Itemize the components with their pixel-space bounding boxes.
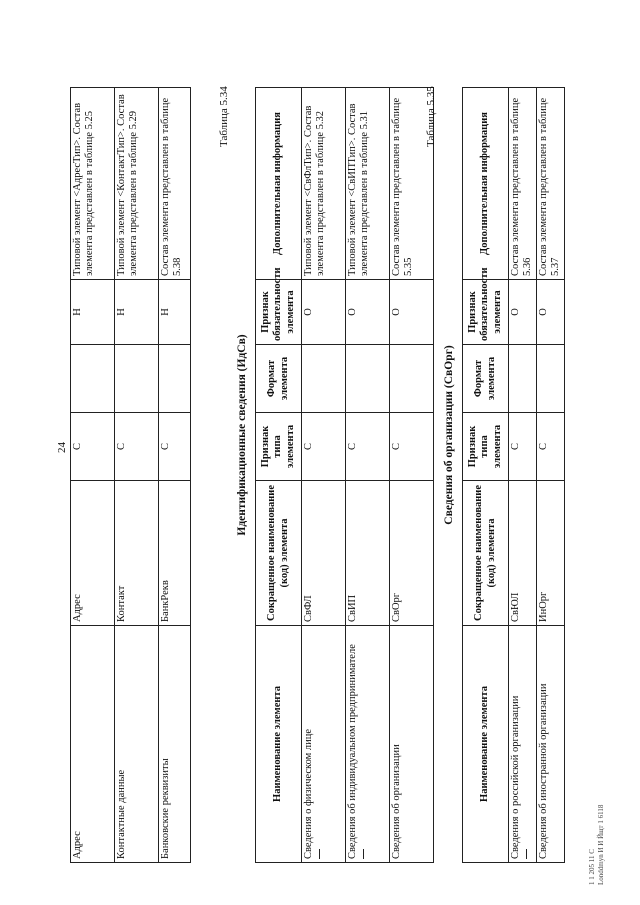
- footer-line: 1 1 205 11 С: [588, 849, 596, 885]
- header-cell: Сокращенное наименование (код) элемента: [463, 481, 509, 626]
- cell-code: СвИП: [346, 481, 390, 626]
- table-row: [71, 88, 115, 863]
- header-cell: Признак типа элемента: [463, 413, 509, 481]
- header-cell: Признак обязательности элемента: [463, 280, 509, 345]
- cell-type: С: [159, 413, 191, 481]
- table-row: [302, 88, 346, 863]
- header-cell: Наименование элемента: [256, 626, 302, 863]
- table-row: [509, 88, 537, 863]
- cell-type: С: [537, 413, 565, 481]
- cell-info: Типовой элемент <КонтактТип>. Состав элемента представлен в таблице 5.29: [115, 88, 159, 280]
- cell-format: [71, 345, 115, 413]
- cell-type: С: [302, 413, 346, 481]
- table-title: Сведения об организации (СвОрг): [443, 345, 455, 525]
- cell-name: Адрес: [71, 626, 115, 863]
- cell-code: СвОрг: [390, 481, 434, 626]
- footer-stamp: [588, 805, 606, 885]
- continuation-table: [70, 87, 191, 863]
- table-caption: Таблица 5.34: [218, 86, 230, 147]
- header-row: [463, 88, 509, 863]
- header-cell: Дополнительная информация: [256, 88, 302, 280]
- page-number: 24: [56, 442, 68, 453]
- cell-name: Сведения об иностранной организации: [537, 626, 565, 863]
- cell-info: Состав элемента представлен в таблице 5.37: [537, 88, 565, 280]
- table-5-35: [462, 87, 565, 863]
- table-5-34: [255, 87, 434, 863]
- cell-name: Сведения об индивидуальном предпринимателе: [346, 626, 390, 863]
- header-cell: Признак обязательности элемента: [256, 280, 302, 345]
- table-row: [537, 88, 565, 863]
- cell-req: О: [509, 280, 537, 345]
- cell-info: Состав элемента представлен в таблице 5.36: [509, 88, 537, 280]
- table-row: [115, 88, 159, 863]
- cell-format: [537, 345, 565, 413]
- cell-info: Состав элемента представлен в таблице 5.35: [390, 88, 434, 280]
- cell-type: С: [346, 413, 390, 481]
- cell-info: Состав элемента представлен в таблице 5.38: [159, 88, 191, 280]
- footer-line: Londdmyn И И Йщт 1 6118: [597, 804, 606, 885]
- header-cell: Сокращенное наименование (код) элемента: [256, 481, 302, 626]
- table-row: [390, 88, 434, 863]
- cell-code: СвЮЛ: [509, 481, 537, 626]
- cell-info: Типовой элемент <СвИПТип>. Состав элемента представлен в таблице 5.31: [346, 88, 390, 280]
- cell-type: С: [390, 413, 434, 481]
- header-cell: Формат элемента: [463, 345, 509, 413]
- cell-req: О: [537, 280, 565, 345]
- cell-code: СвФЛ: [302, 481, 346, 626]
- cell-req: Н: [159, 280, 191, 345]
- header-cell: Наименование элемента: [463, 626, 509, 863]
- cell-format: [115, 345, 159, 413]
- cell-type: С: [71, 413, 115, 481]
- cell-req: О: [302, 280, 346, 345]
- cell-code: БанкРекв: [159, 481, 191, 626]
- cell-req: О: [346, 280, 390, 345]
- cell-info: Типовой элемент <СвФлТип>. Состав элемента представлен в таблице 5.32: [302, 88, 346, 280]
- cell-name: Банковские реквизиты: [159, 626, 191, 863]
- header-row: [256, 88, 302, 863]
- table-title: Идентификационные сведения (ИдСв): [236, 334, 248, 536]
- cell-format: [346, 345, 390, 413]
- table-row: [346, 88, 390, 863]
- cell-format: [302, 345, 346, 413]
- cell-req: Н: [71, 280, 115, 345]
- table-caption: Таблица 5.35: [425, 86, 437, 147]
- cell-req: О: [390, 280, 434, 345]
- cell-code: Адрес: [71, 481, 115, 626]
- cell-format: [159, 345, 191, 413]
- header-cell: Дополнительная информация: [463, 88, 509, 280]
- header-cell: Признак типа элемента: [256, 413, 302, 481]
- cell-name: Сведения об организации: [390, 626, 434, 863]
- cell-type: С: [115, 413, 159, 481]
- cell-name: Сведения о физическом лице: [302, 626, 346, 863]
- cell-format: [509, 345, 537, 413]
- table-row: [159, 88, 191, 863]
- cell-name: Сведения о российской организации: [509, 626, 537, 863]
- cell-format: [390, 345, 434, 413]
- cell-code: Контакт: [115, 481, 159, 626]
- cell-code: ИнОрг: [537, 481, 565, 626]
- cell-name: Контактные данные: [115, 626, 159, 863]
- cell-info: Типовой элемент <АдресТип>. Состав элемента представлен в таблице 5.25: [71, 88, 115, 280]
- cell-type: С: [509, 413, 537, 481]
- header-cell: Формат элемента: [256, 345, 302, 413]
- cell-req: Н: [115, 280, 159, 345]
